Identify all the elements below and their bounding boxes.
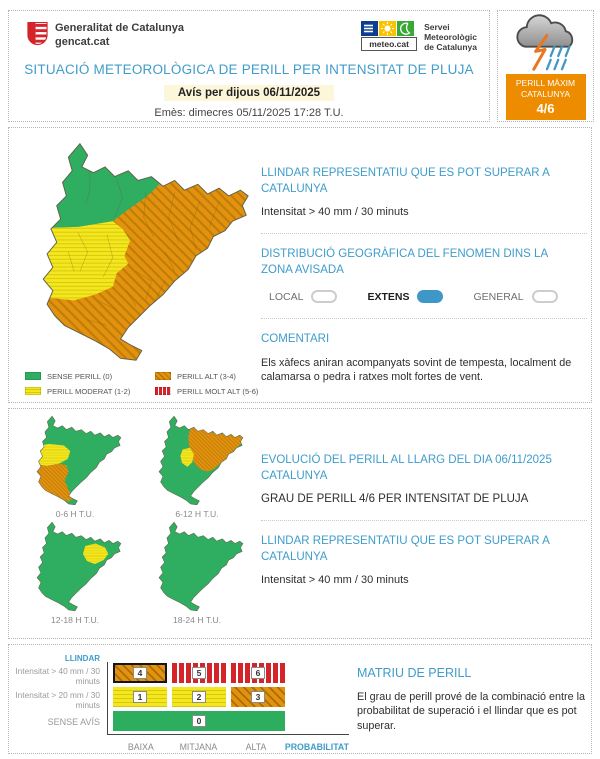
max-danger-panel [497,10,594,122]
meteocat-service-line2: Meteorològic [424,32,477,43]
legend-item [155,385,258,397]
gencat-logo[interactable] [27,21,184,50]
divider [261,520,587,521]
matrix-row-label: SENSE AVÍS [47,717,100,728]
page-title: SITUACIÓ METEOROLÒGICA DE PERILL PER INTENSITAT DE PLUJA [24,61,474,77]
danger-legend [25,370,258,397]
option-general-label: GENERAL [473,290,524,303]
matrix-col-label: ALTA [245,742,267,752]
legend-red-swatch [155,387,171,395]
evolution-maps [17,413,255,625]
option-extens-label: EXTENS [367,290,410,303]
max-danger-line1: PERILL MÀXIM [515,78,576,88]
max-danger-value: 4/6 [536,101,555,117]
senyera-shield-icon [27,21,48,47]
cell-value: 2 [192,691,207,703]
legend-item [25,385,143,397]
meteocat-sun-icon [379,21,396,36]
map-caption: 12-18 H T.U. [50,615,100,625]
option-extens[interactable] [367,290,443,303]
matrix-cell-4-selected [113,663,167,683]
map-12-18h [17,519,133,625]
map-caption: 0-6 H T.U. [55,509,95,519]
divider [261,233,587,234]
comment-text: Els xàfecs aniran acompanyats sovint de tempesta, localment de calamarsa o pedra i ratxes molt fortes de vent. [261,356,572,384]
option-extens-toggle[interactable] [417,290,443,303]
matrix-description: El grau de perill prové de la combinació entre la probabilitat de superació i el llindar que es pot superar. [357,690,586,732]
advisory-date: Avís per dijous 06/11/2025 [164,85,334,101]
threshold-title-2: LLINDAR REPRESENTATIU QUE ES POT SUPERAR A CATALUNYA [261,535,550,563]
matrix-col-label: BAIXA [127,742,154,752]
matrix-y-axis-label: LLINDAR [64,654,100,663]
option-local[interactable] [269,290,337,303]
max-danger-badge [506,74,586,120]
matrix-cell-0 [113,711,285,731]
legend-yellow-swatch [25,387,41,395]
map-6-12h [139,413,255,519]
legend-label: PERILL ALT (3-4) [177,371,236,381]
matrix-x-axis [107,742,349,752]
legend-label: PERILL MOLT ALT (5-6) [177,386,259,396]
map-caption: 18-24 H T.U. [172,615,222,625]
matrix-cell-2 [172,687,226,707]
legend-item [155,370,258,382]
matrix-title: MATRIU DE PERILL [357,666,472,680]
org-domain: gencat.cat [55,35,110,48]
meteocat-logo[interactable] [361,21,477,53]
legend-green-swatch [25,372,41,380]
matrix-cell-6 [231,663,285,683]
option-general[interactable] [473,290,557,303]
map-caption: 6-12 H T.U. [175,509,219,519]
legend-item [25,370,143,382]
meteocat-wordmark: meteo.cat [361,37,417,51]
matrix-plot [107,662,349,735]
comment-title: COMENTARI [261,333,330,346]
org-name: Generalitat de Catalunya [55,22,184,34]
distribution-title: DISTRIBUCIÓ GEOGRÀFICA DEL FENOMEN DINS LA ZONA AVISADA [261,248,548,276]
matrix-row-label: Intensitat > 40 mm / 30 minuts [15,665,100,686]
cell-value: 3 [251,691,266,703]
max-danger-line2: CATALUNYA [520,89,571,100]
meteocat-service-line1: Servei [424,22,450,32]
cell-value: 4 [133,667,148,679]
issued-timestamp: Emès: dimecres 05/11/2025 17:28 T.U. [154,106,344,119]
option-local-label: LOCAL [269,290,304,303]
storm-cloud-icon [508,11,584,73]
legend-label: SENSE PERILL (0) [47,371,113,381]
danger-matrix [13,653,349,735]
distribution-options [269,290,587,303]
divider [261,318,587,319]
map-18-24h [139,519,255,625]
cell-value: 1 [133,691,148,703]
danger-degree: GRAU DE PERILL 4/6 PER INTENSITAT DE PLUJA [261,493,529,506]
catalonia-danger-map [17,136,255,368]
legend-orange-swatch [155,372,171,380]
evolution-title: EVOLUCIÓ DEL PERILL AL LLARG DEL DIA 06/11/2025 CATALUNYA [261,454,552,482]
meteocat-moon-icon [397,21,414,36]
threshold-title: LLINDAR REPRESENTATIU QUE ES POT SUPERAR A CATALUNYA [261,167,550,195]
matrix-section [8,644,592,754]
cell-value: 6 [251,667,266,679]
warning-section [8,127,592,403]
cell-value: 5 [192,667,207,679]
legend-label: PERILL MODERAT (1-2) [47,386,131,396]
option-general-toggle[interactable] [532,290,558,303]
cell-value: 0 [192,715,207,727]
matrix-col-label: MITJANA [179,742,218,752]
matrix-cell-3 [231,687,285,707]
rain-icon [546,47,569,70]
option-local-toggle[interactable] [311,290,337,303]
map-0-6h [17,413,133,519]
evolution-section [8,408,592,639]
matrix-cell-1 [113,687,167,707]
matrix-row-label: Intensitat > 20 mm / 30 minuts [15,689,100,710]
meteocat-sea-icon [361,21,378,36]
threshold-value-2: Intensitat > 40 mm / 30 minuts [261,574,409,587]
meteocat-service-line3: de Catalunya [424,42,477,53]
matrix-x-axis-label: PROBABILITAT [284,742,350,752]
threshold-value: Intensitat > 40 mm / 30 minuts [261,206,409,219]
header-panel [8,10,490,122]
matrix-cell-5 [172,663,226,683]
